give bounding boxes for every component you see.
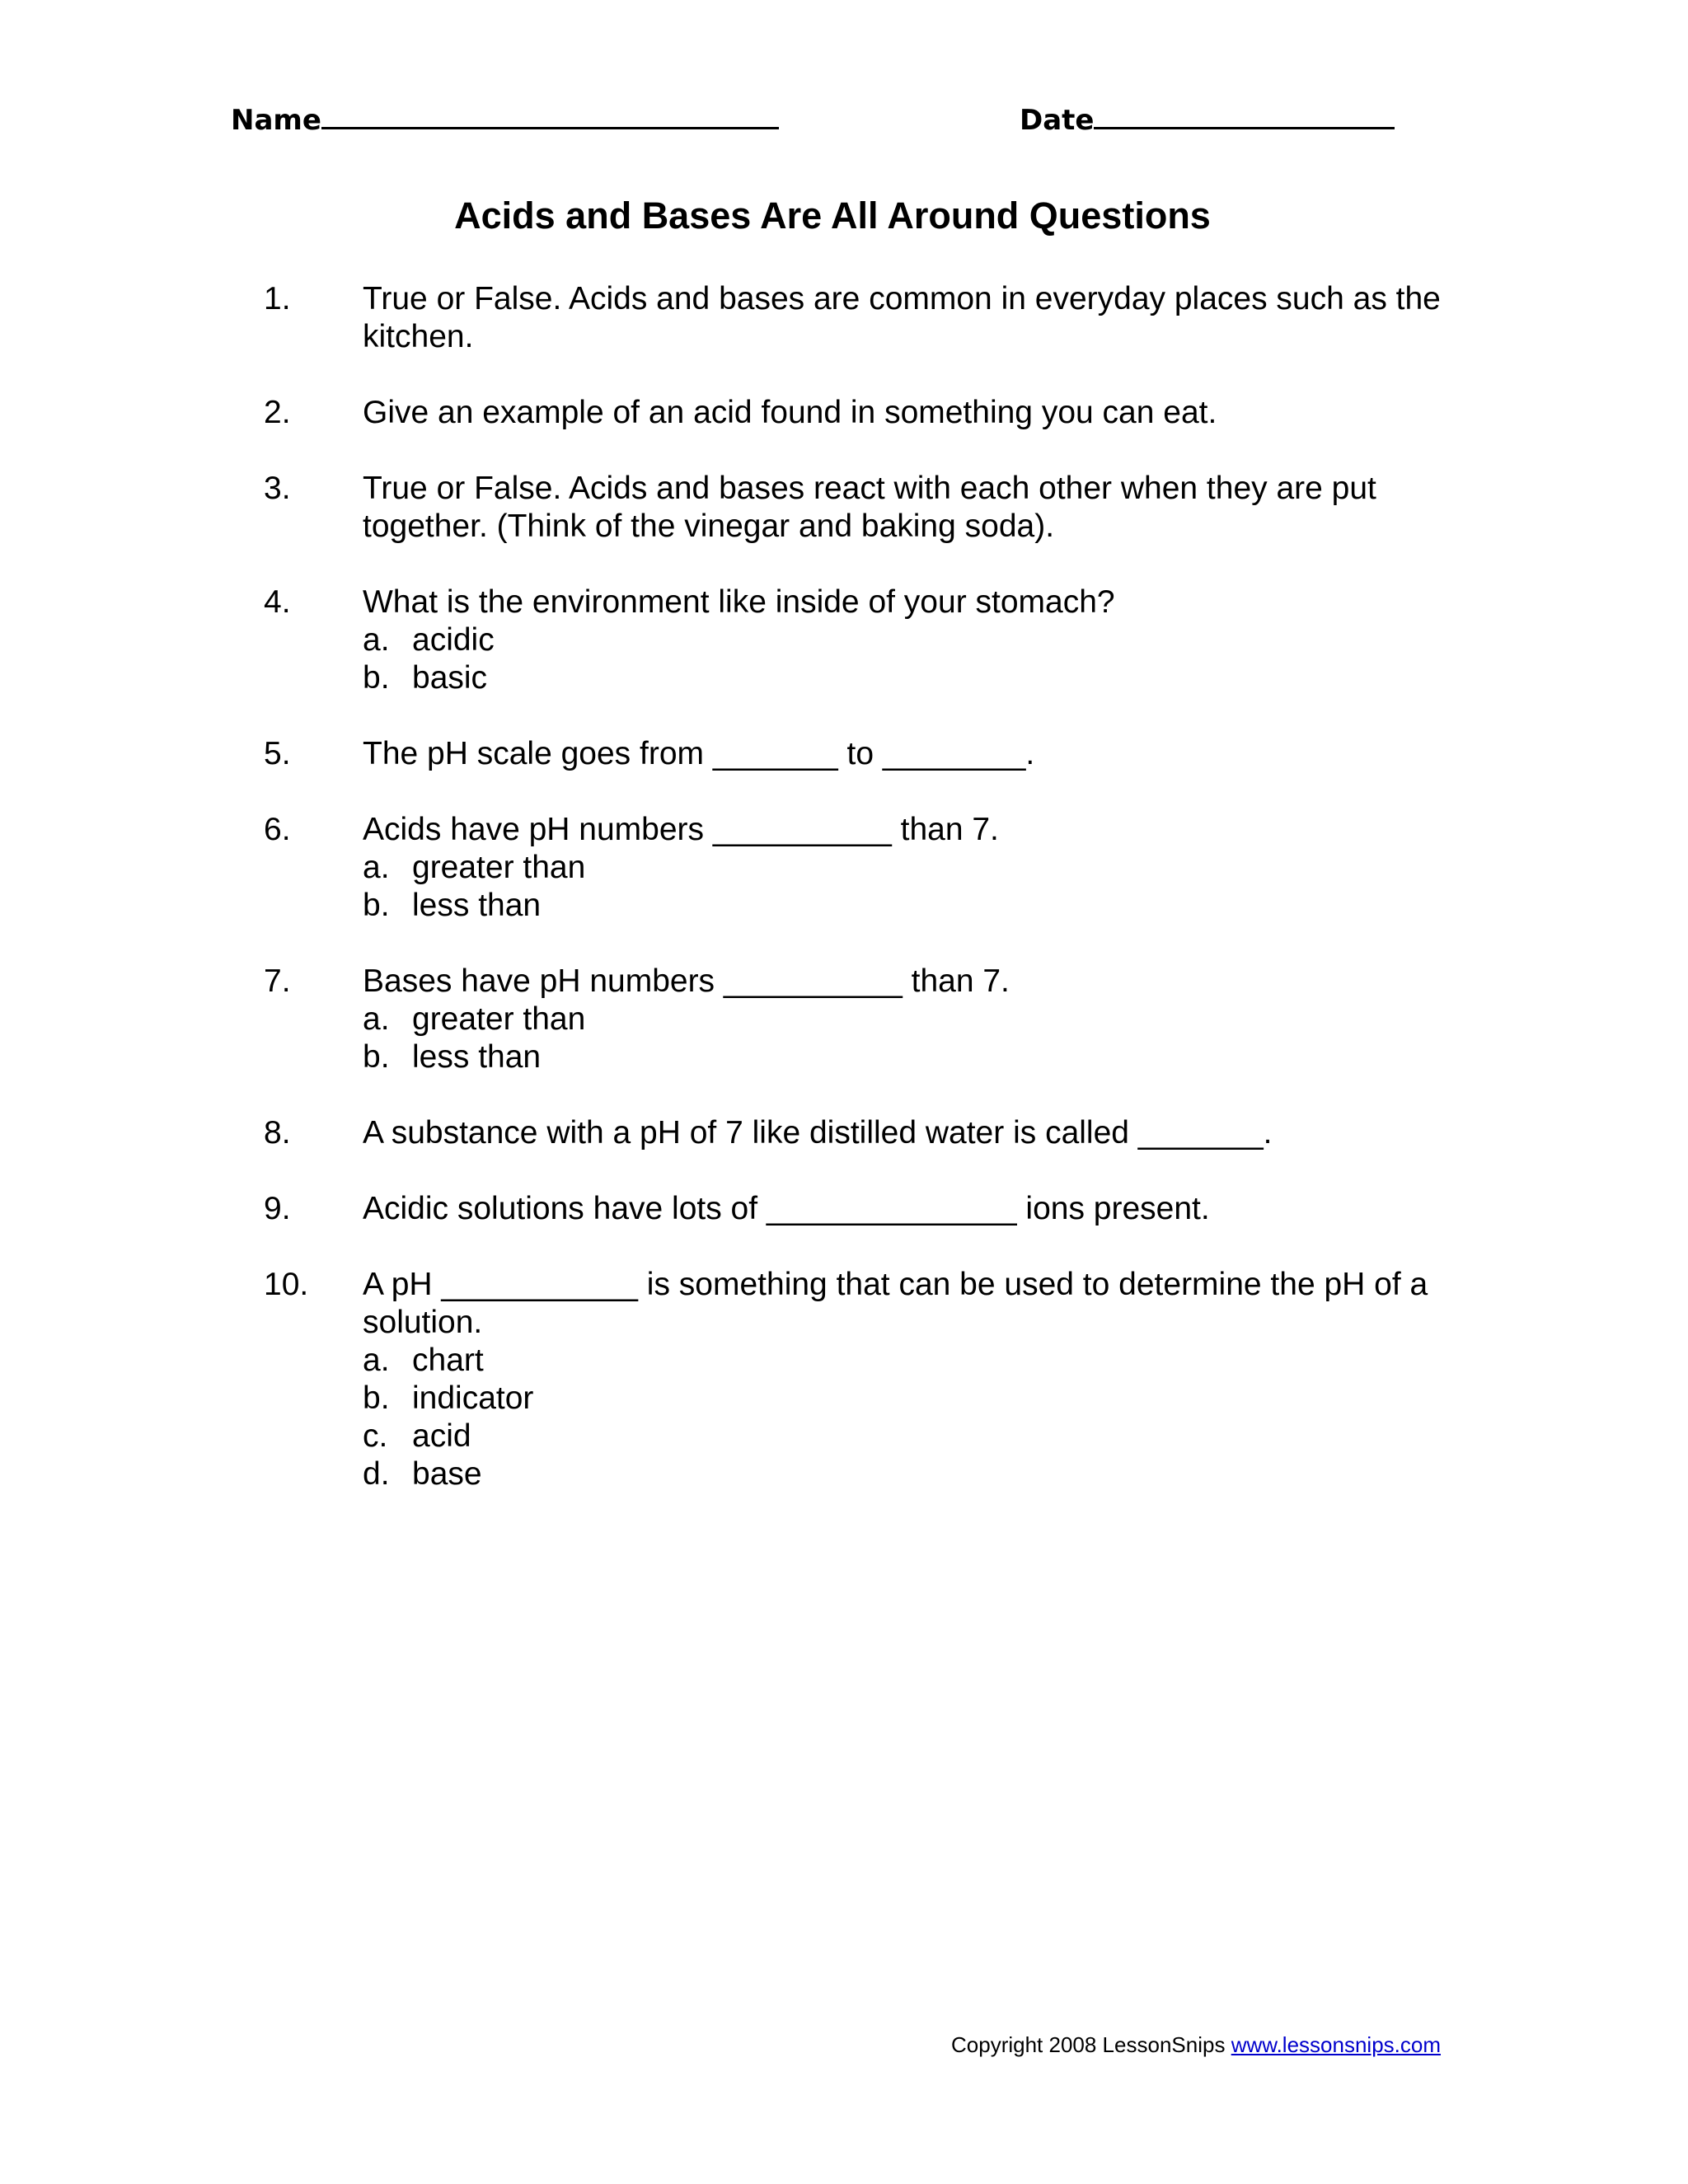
answer-option [363, 849, 1467, 887]
question-text: True or False. Acids and bases are common in everyday places such as the kitchen. [363, 281, 1441, 354]
page-title: Acids and Bases Are All Around Questions [454, 194, 1211, 237]
option-letter: b. [363, 888, 390, 923]
question-item [264, 811, 1467, 925]
answer-option [363, 1380, 1467, 1418]
date-blank[interactable] [1094, 102, 1395, 129]
question-body [363, 583, 1467, 697]
option-letter: a. [363, 1343, 390, 1378]
question-text: The pH scale goes from _______ to ________. [363, 736, 1035, 771]
option-text: chart [412, 1343, 484, 1378]
question-item [264, 1114, 1467, 1152]
name-field [231, 102, 779, 137]
answer-option [363, 621, 1467, 659]
question-item [264, 394, 1467, 432]
question-item [264, 963, 1467, 1076]
question-body [363, 1190, 1467, 1228]
option-text: less than [412, 1039, 542, 1075]
question-number: 5. [264, 736, 291, 771]
answer-option [363, 1001, 1467, 1038]
question-text: Bases have pH numbers __________ than 7. [363, 963, 1010, 999]
website-link[interactable]: www.lessonsnips.com [1231, 2032, 1441, 2057]
question-number: 9. [264, 1191, 291, 1226]
option-text: acid [412, 1418, 471, 1454]
question-body [363, 1266, 1467, 1493]
option-text: greater than [412, 1001, 586, 1037]
question-item [264, 1190, 1467, 1228]
option-letter: a. [363, 622, 390, 658]
question-number: 10. [264, 1267, 309, 1302]
question-body [363, 280, 1467, 356]
question-item [264, 280, 1467, 356]
question-text: What is the environment like inside of your stomach? [363, 584, 1115, 620]
option-text: indicator [412, 1380, 534, 1416]
question-number: 4. [264, 584, 291, 620]
question-number: 7. [264, 963, 291, 999]
question-item [264, 735, 1467, 773]
option-letter: c. [363, 1418, 388, 1454]
option-letter: b. [363, 1039, 390, 1075]
option-text: base [412, 1456, 482, 1492]
copyright-text: Copyright 2008 LessonSnips [951, 2032, 1226, 2057]
footer [951, 2032, 1441, 2058]
question-text: Give an example of an acid found in something you can eat. [363, 395, 1217, 430]
name-blank[interactable] [321, 102, 779, 129]
answer-option [363, 659, 1467, 697]
question-text: A pH ___________ is something that can be used to determine the pH of a solution. [363, 1267, 1428, 1340]
question-number: 3. [264, 471, 291, 506]
question-text: True or False. Acids and bases react with each other when they are put together. (Think of the vinegar and baking soda). [363, 471, 1376, 544]
question-number: 6. [264, 812, 291, 847]
answer-option [363, 1455, 1467, 1493]
option-letter: a. [363, 850, 390, 885]
question-text: A substance with a pH of 7 like distilled water is called _______. [363, 1115, 1273, 1151]
name-label: Name [231, 104, 321, 137]
question-item [264, 1266, 1467, 1493]
question-body [363, 811, 1467, 925]
date-field [1020, 102, 1395, 137]
question-number: 2. [264, 395, 291, 430]
date-label: Date [1020, 104, 1095, 137]
question-number: 8. [264, 1115, 291, 1151]
option-letter: b. [363, 660, 390, 696]
option-letter: d. [363, 1456, 390, 1492]
question-list [264, 280, 1467, 1531]
question-body [363, 394, 1467, 432]
option-text: basic [412, 660, 488, 696]
question-body [363, 1114, 1467, 1152]
option-letter: a. [363, 1001, 390, 1037]
answer-option [363, 887, 1467, 925]
question-body [363, 963, 1467, 1076]
option-text: less than [412, 888, 542, 923]
question-body [363, 735, 1467, 773]
question-item [264, 583, 1467, 697]
option-letter: b. [363, 1380, 390, 1416]
option-text: greater than [412, 850, 586, 885]
option-text: acidic [412, 622, 495, 658]
question-item [264, 470, 1467, 546]
answer-option [363, 1418, 1467, 1455]
answer-option [363, 1038, 1467, 1076]
question-number: 1. [264, 281, 291, 316]
question-text: Acids have pH numbers __________ than 7. [363, 812, 999, 847]
answer-option [363, 1342, 1467, 1380]
question-text: Acidic solutions have lots of ______________ ions present. [363, 1191, 1210, 1226]
question-body [363, 470, 1467, 546]
